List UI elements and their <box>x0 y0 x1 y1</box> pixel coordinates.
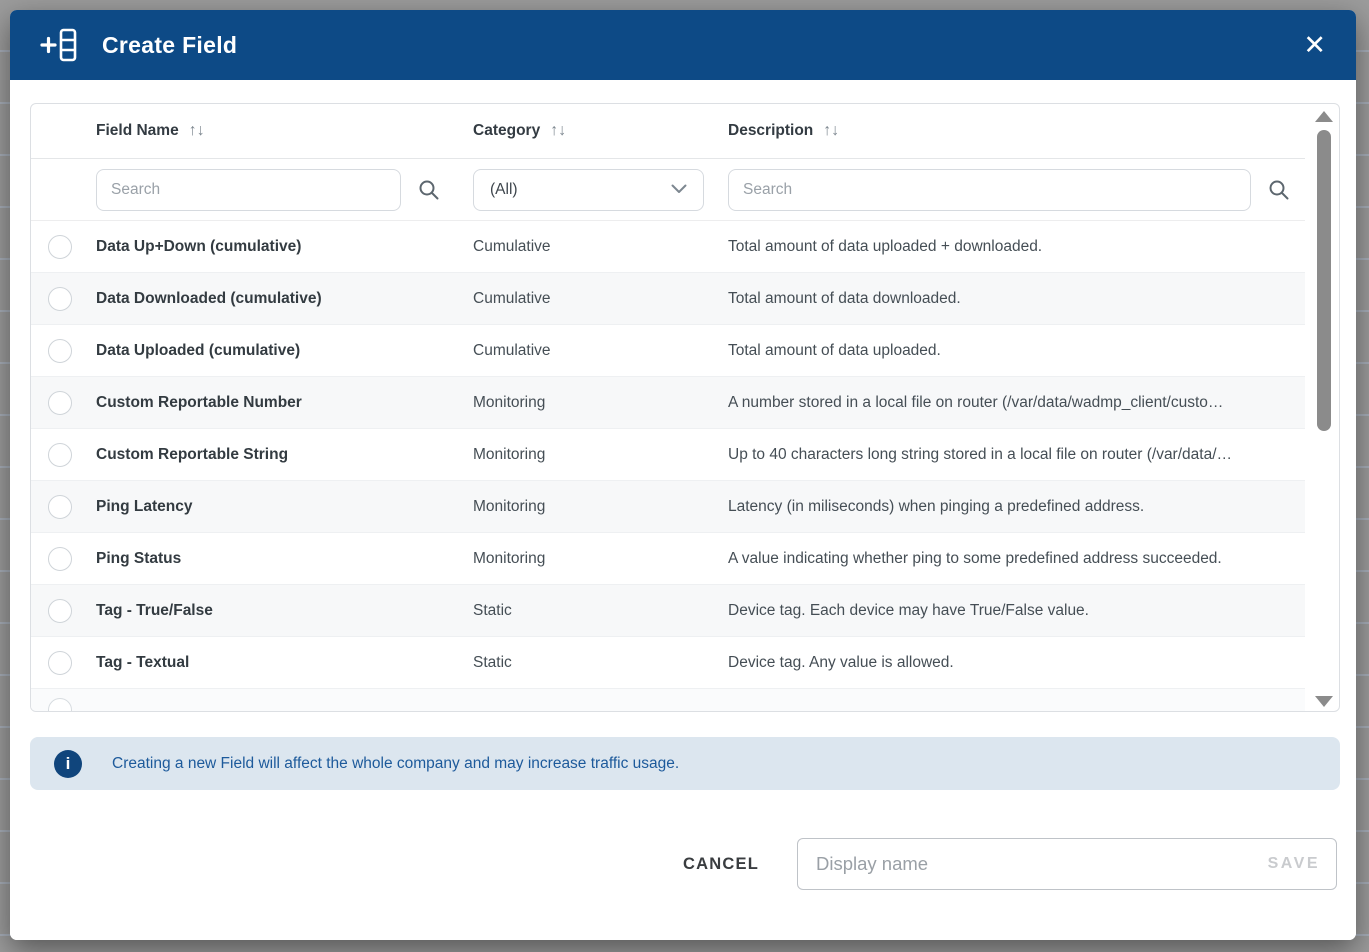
description-cell: A value indicating whether ping to some predefined address succeeded. <box>728 549 1222 567</box>
description-cell: Latency (in miliseconds) when pinging a predefined address. <box>728 497 1145 515</box>
row-radio[interactable] <box>48 235 72 259</box>
table-rows <box>31 221 1305 689</box>
field-name-cell: Ping Latency <box>96 497 193 515</box>
close-icon[interactable]: ✕ <box>1303 29 1326 60</box>
table-row[interactable] <box>31 429 1305 481</box>
sort-icon-category[interactable]: ↑↓ <box>550 122 567 139</box>
field-name-cell: Custom Reportable Number <box>96 393 302 411</box>
save-button[interactable]: SAVE <box>1267 855 1320 872</box>
table-filter-row <box>31 159 1305 221</box>
table-row[interactable] <box>31 221 1305 273</box>
description-cell: Device tag. Any value is allowed. <box>728 653 954 671</box>
field-name-search-input[interactable] <box>96 169 401 211</box>
info-icon: i <box>54 750 82 778</box>
scroll-down-arrow-icon[interactable] <box>1315 696 1333 707</box>
row-radio <box>48 698 72 712</box>
category-cell: Static <box>473 601 512 619</box>
table-header-row <box>31 104 1305 159</box>
description-cell: Total amount of data uploaded. <box>728 341 941 359</box>
field-name-cell: Tag - True/False <box>96 601 213 619</box>
row-radio[interactable] <box>48 495 72 519</box>
description-search-input[interactable] <box>728 169 1251 211</box>
table-row[interactable] <box>31 585 1305 637</box>
chevron-down-icon <box>671 181 687 199</box>
column-header-description: Description ↑↓ <box>728 122 840 139</box>
table-row[interactable] <box>31 377 1305 429</box>
field-name-cell: Data Downloaded (cumulative) <box>96 289 322 307</box>
sort-icon-description[interactable]: ↑↓ <box>823 122 840 139</box>
category-filter-select[interactable]: (All) <box>473 169 704 211</box>
add-field-icon <box>40 27 80 63</box>
fields-table <box>30 103 1340 712</box>
column-header-category: Category ↑↓ <box>473 122 567 139</box>
category-cell: Cumulative <box>473 341 551 359</box>
row-radio[interactable] <box>48 547 72 571</box>
scroll-up-arrow-icon[interactable] <box>1315 111 1333 122</box>
description-cell: Total amount of data downloaded. <box>728 289 961 307</box>
category-cell: Cumulative <box>473 237 551 255</box>
category-cell: Monitoring <box>473 393 546 411</box>
dialog-header <box>10 10 1356 80</box>
description-cell: A number stored in a local file on router (/var/data/wadmp_client/custo… <box>728 393 1224 411</box>
category-cell: Static <box>473 653 512 671</box>
info-banner <box>30 737 1340 790</box>
description-cell: Device tag. Each device may have True/False value. <box>728 601 1089 619</box>
dialog-footer <box>30 838 1340 890</box>
row-radio[interactable] <box>48 391 72 415</box>
field-name-cell: Custom Reportable String <box>96 445 289 463</box>
field-name-cell: Data Uploaded (cumulative) <box>96 341 301 359</box>
row-radio[interactable] <box>48 599 72 623</box>
create-field-dialog <box>10 10 1356 940</box>
row-radio[interactable] <box>48 339 72 363</box>
table-row[interactable] <box>31 481 1305 533</box>
cancel-button[interactable]: CANCEL <box>683 854 759 873</box>
row-radio[interactable] <box>48 651 72 675</box>
display-name-input[interactable] <box>816 853 1268 875</box>
search-icon[interactable] <box>417 178 441 202</box>
search-icon[interactable] <box>1267 178 1291 202</box>
category-cell: Monitoring <box>473 549 546 567</box>
category-cell: Cumulative <box>473 289 551 307</box>
dialog-title: Create Field <box>102 31 238 58</box>
field-name-cell: Tag - Textual <box>96 653 190 671</box>
scrollbar-thumb[interactable] <box>1317 130 1331 431</box>
table-row[interactable] <box>31 533 1305 585</box>
table-scrollbar[interactable] <box>1314 109 1334 707</box>
table-row[interactable] <box>31 325 1305 377</box>
description-cell: Total amount of data uploaded + downloaded. <box>728 237 1043 255</box>
category-cell: Monitoring <box>473 497 546 515</box>
description-cell: Up to 40 characters long string stored in a local file on router (/var/data/… <box>728 445 1232 463</box>
table-row[interactable] <box>31 637 1305 689</box>
field-name-cell: Ping Status <box>96 549 182 567</box>
sort-icon-field-name[interactable]: ↑↓ <box>188 122 205 139</box>
field-name-cell: Data Up+Down (cumulative) <box>96 237 302 255</box>
category-cell: Monitoring <box>473 445 546 463</box>
column-header-field-name: Field Name ↑↓ <box>96 122 205 139</box>
row-radio[interactable] <box>48 443 72 467</box>
info-banner-text: Creating a new Field will affect the whole company and may increase traffic usage. <box>112 754 680 772</box>
dialog-body <box>10 80 1356 940</box>
table-row[interactable] <box>31 273 1305 325</box>
table-row-partial[interactable] <box>31 689 1305 712</box>
display-name-box <box>797 838 1337 890</box>
row-radio[interactable] <box>48 287 72 311</box>
